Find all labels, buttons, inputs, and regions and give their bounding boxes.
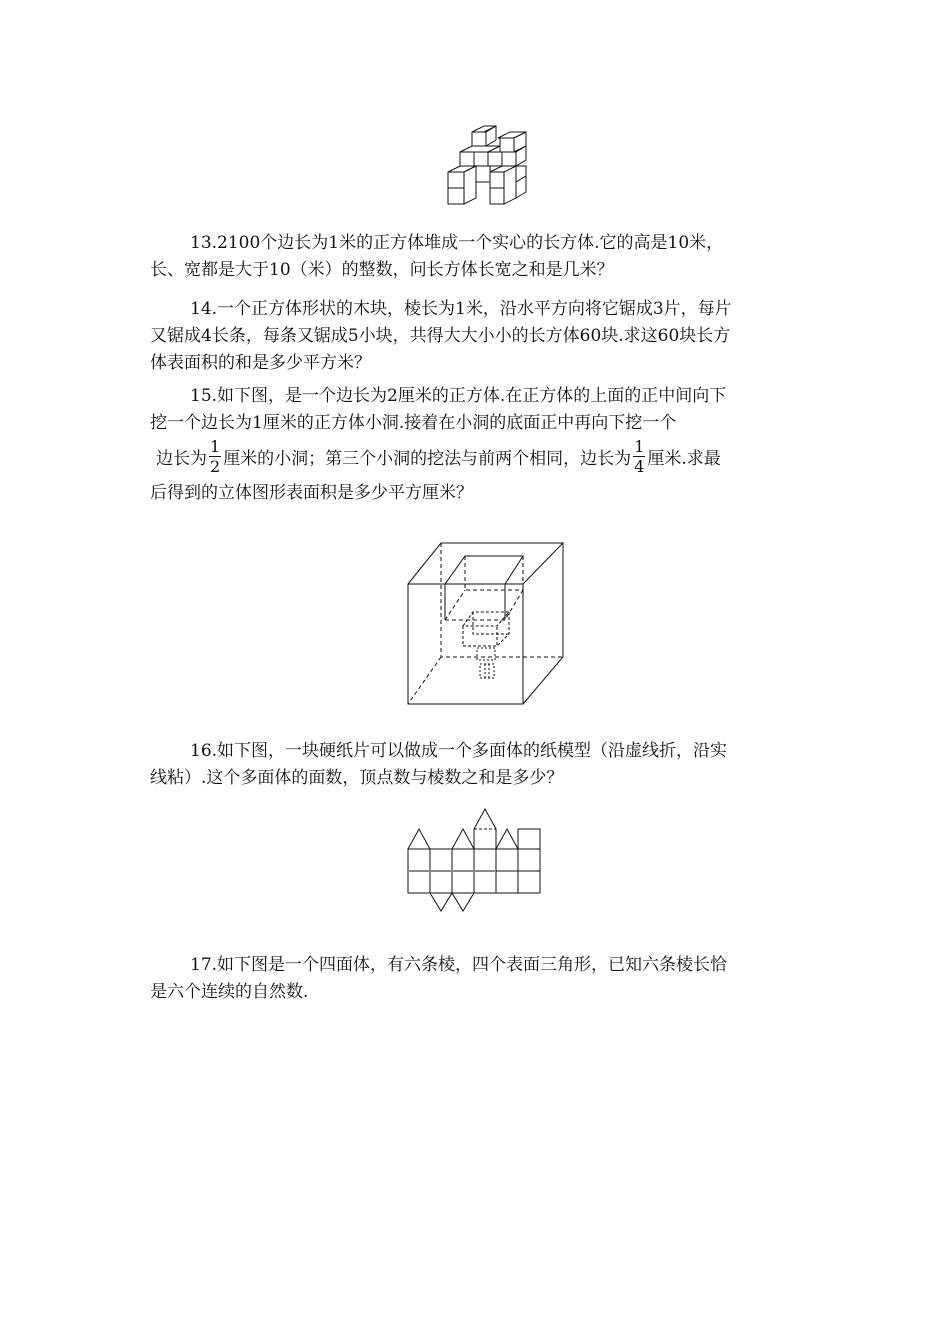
problem-15-line-1: 15.如下图，是一个边长为2厘米的正方体.在正方体的上面的正中间向下 bbox=[190, 386, 727, 406]
problem-14 bbox=[150, 296, 800, 377]
problem-16-line-1: 16.如下图，一块硬纸片可以做成一个多面体的纸模型（沿虚线折，沿实 bbox=[190, 741, 728, 761]
problem-15-line-3 bbox=[150, 428, 810, 484]
problem-16-line-2: 线粘）.这个多面体的面数，顶点数与棱数之和是多少？ bbox=[150, 768, 564, 788]
problem-13-line-2: 长、宽都是大于10（米）的整数，问长方体长宽之和是几米？ bbox=[150, 260, 614, 280]
problem-15-line-3-b: 厘米的小洞；第三个小洞的挖法与前两个相同，边长为 bbox=[223, 448, 632, 469]
fraction-1-numerator: 1 bbox=[210, 436, 221, 456]
problem-14-line-2: 又锯成4长条，每条又锯成5小块，共得大大小小的长方体60块.求这60块长方 bbox=[150, 326, 731, 346]
problem-15-line-3-c: 厘米.求最 bbox=[647, 448, 721, 469]
problem-17-line-1: 17.如下图是一个四面体，有六条棱，四个表面三角形，已知六条棱长恰 bbox=[190, 955, 728, 975]
fraction-2-denominator: 4 bbox=[634, 456, 645, 476]
problem-14-line-1: 14.一个正方体形状的木块，棱长为1米，沿水平方向将它锯成3片，每片 bbox=[190, 299, 732, 319]
fraction-one-half bbox=[209, 437, 221, 476]
problem-16 bbox=[150, 738, 800, 792]
stacked-cubes-figure bbox=[440, 122, 535, 212]
problem-14-line-3: 体表面积的和是多少平方米？ bbox=[150, 353, 371, 373]
problem-15-line-3-a: 边长为 bbox=[156, 448, 207, 469]
problem-13-line-1: 13.2100个边长为1米的正方体堆成一个实心的长方体.它的高是10米， bbox=[190, 233, 724, 253]
problem-15-line-4: 后得到的立体图形表面积是多少平方厘米？ bbox=[150, 483, 473, 503]
problem-15-line-2: 挖一个边长为1厘米的正方体小洞.接着在小洞的底面正中再向下挖一个 bbox=[150, 413, 677, 433]
problem-17-line-2: 是六个连续的自然数. bbox=[150, 982, 309, 1002]
fraction-1-denominator: 2 bbox=[210, 456, 221, 476]
problem-15-tail bbox=[150, 480, 800, 507]
fraction-2-numerator: 1 bbox=[634, 436, 645, 456]
cube-with-holes-figure bbox=[405, 540, 570, 710]
problem-13 bbox=[150, 230, 800, 284]
polyhedron-net-figure bbox=[405, 805, 545, 915]
fraction-one-quarter bbox=[633, 437, 645, 476]
problem-17 bbox=[150, 952, 800, 1006]
